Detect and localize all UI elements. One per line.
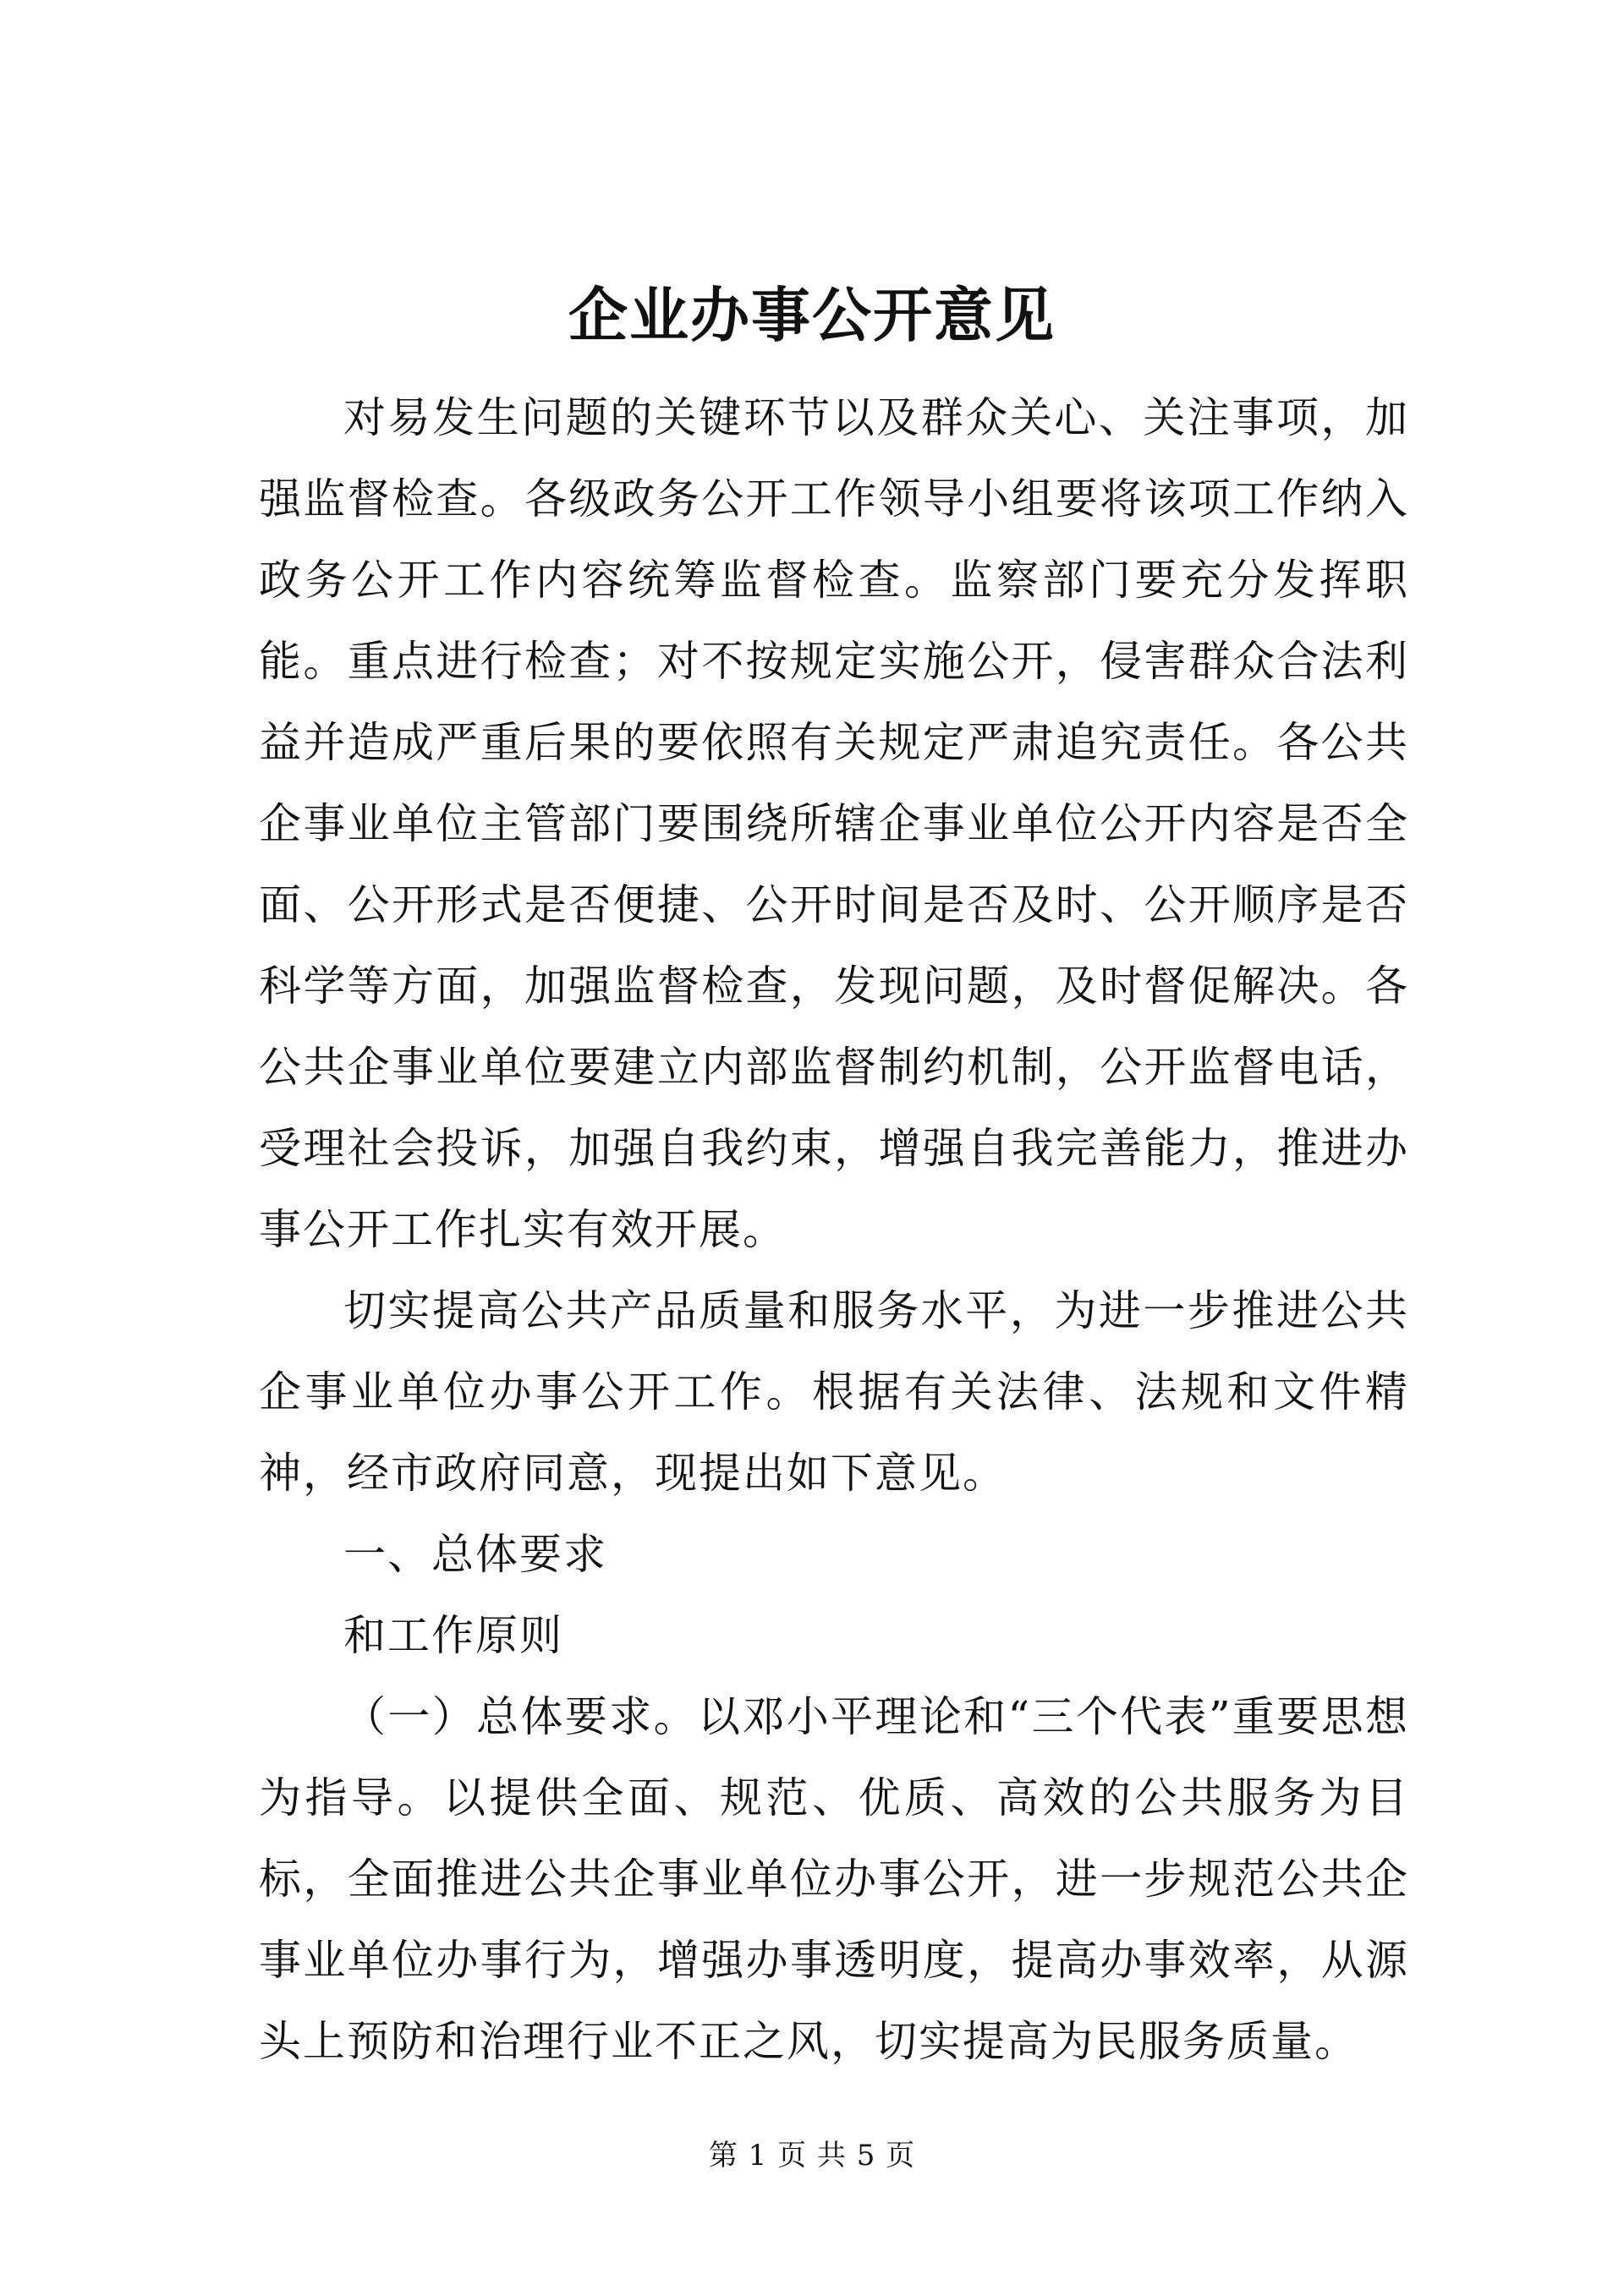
document-body — [259, 377, 1409, 2082]
paragraph: 切实提高公共产品质量和服务水平，为进一步推进公共企事业单位办事公开工作。根据有关法律、法规和文件精神，经市政府同意，现提出如下意见。 — [259, 1286, 1409, 1498]
page-title: 企业办事公开意见 — [568, 280, 1056, 350]
paragraph: 对易发生问题的关键环节以及群众关心、关注事项，加强监督检查。各级政务公开工作领导小组要将该项工作纳入政务公开工作内容统筹监督检查。监察部门要充分发挥职能。重点进行检查；对不按规定实施公开，侵害群众合法利益并造成严重后果的要依照有关规定严肃追究责任。各公共企事业单位主管部门要围绕所辖企事业单位公开内容是否全面、公开形式是否便捷、公开时间是否及时、公开顺序是否科学等方面，加强监督检查，发现问题，及时督促解决。各公共企事业单位要建立内部监督制约机制，公开监督电话，受理社会投诉，加强自我约束，增强自我完善能力，推进办事公开工作扎实有效开展。 — [259, 393, 1409, 1254]
section-heading-continued: 和工作原则 — [343, 1611, 563, 1660]
section-heading: 一、总体要求 — [343, 1530, 607, 1579]
page-number-footer: 第 1 页 共 5 页 — [708, 2139, 916, 2173]
paragraph: （一）总体要求。以邓小平理论和“三个代表”重要思想为指导。以提供全面、规范、优质、高效的公共服务为目标，全面推进公共企事业单位办事公开，进一步规范公共企事业单位办事行为，增强办事透明度，提高办事效率，从源头上预防和治理行业不正之风，切实提高为民服务质量。 — [259, 1692, 1409, 2066]
